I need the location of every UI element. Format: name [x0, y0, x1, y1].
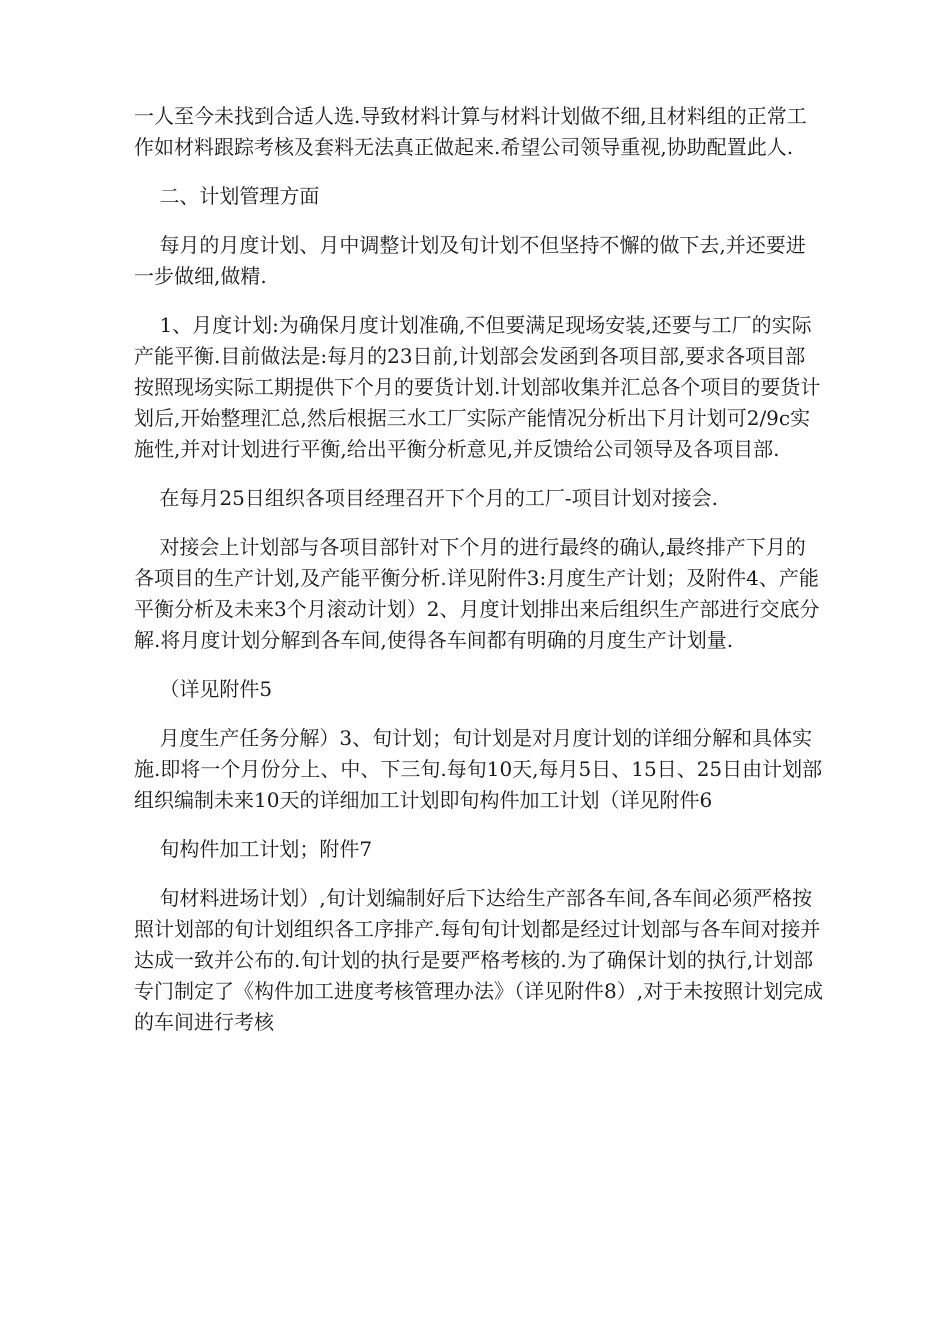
section-heading-plan-management: 二、计划管理方面: [134, 184, 320, 208]
paragraph-intro: 一人至今未找到合适人选.导致材料计算与材料计划做不细,且材料组的正常工作如材料跟踪考核及套料无法真正做起来.希望公司领导重视,协助配置此人.: [134, 104, 807, 159]
paragraph-ten-day-plan: 月度生产任务分解）3、旬计划；旬计划是对月度计划的详细分解和具体实施.即将一个月份分上、中、下三旬.每旬10天,每月5日、15日、25日由计划部组织编制未来10天的详细加工计划即旬构件加工计划（详见附件6: [134, 726, 823, 812]
paragraph-monthly-plans: 每月的月度计划、月中调整计划及旬计划不但坚持不懈的做下去,并还要进一步做细,做精.: [134, 233, 806, 288]
paragraph-monthly-plan-detail: 1、月度计划:为确保月度计划准确,不但要满足现场安装,还要与工厂的实际产能平衡.目前做法是:每月的23日前,计划部会发函到各项目部,要求各项目部按照现场实际工期提供下个月的要货计划.计划部收集并汇总各个项目的要货计划后,开始整理汇总,然后根据三水工厂实际产能情况分析出下月计划可2/9c实施性,并对计划进行平衡,给出平衡分析意见,并反馈给公司领导及各项目部.: [134, 313, 821, 461]
document-body: [134, 101, 824, 1056]
paragraph-attachment-7: 旬构件加工计划；附件7: [134, 837, 373, 861]
paragraph-attachment-5: （详见附件5: [134, 677, 273, 701]
paragraph-meeting-confirmation: 对接会上计划部与各项目部针对下个月的进行最终的确认,最终排产下月的各项目的生产计划,及产能平衡分析.详见附件3:月度生产计划；及附件4、产能平衡分析及未来3个月滚动计划）2、月度计划排出来后组织生产部进行交底分解.将月度计划分解到各车间,使得各车间都有明确的月度生产计划量.: [134, 535, 820, 652]
paragraph-plan-execution: 旬材料进场计划）,旬计划编制好后下达给生产部各车间,各车间必须严格按照计划部的旬计划组织各工序排产.每旬旬计划都是经过计划部与各车间对接并达成一致并公布的.旬计划的执行是要严格考核的.为了确保计划的执行,计划部专门制定了《构件加工进度考核管理办法》（详见附件8）,对于未按照计划完成的车间进行考核: [134, 886, 824, 1034]
paragraph-docking-meeting: 在每月25日组织各项目经理召开下个月的工厂-项目计划对接会.: [134, 486, 719, 510]
